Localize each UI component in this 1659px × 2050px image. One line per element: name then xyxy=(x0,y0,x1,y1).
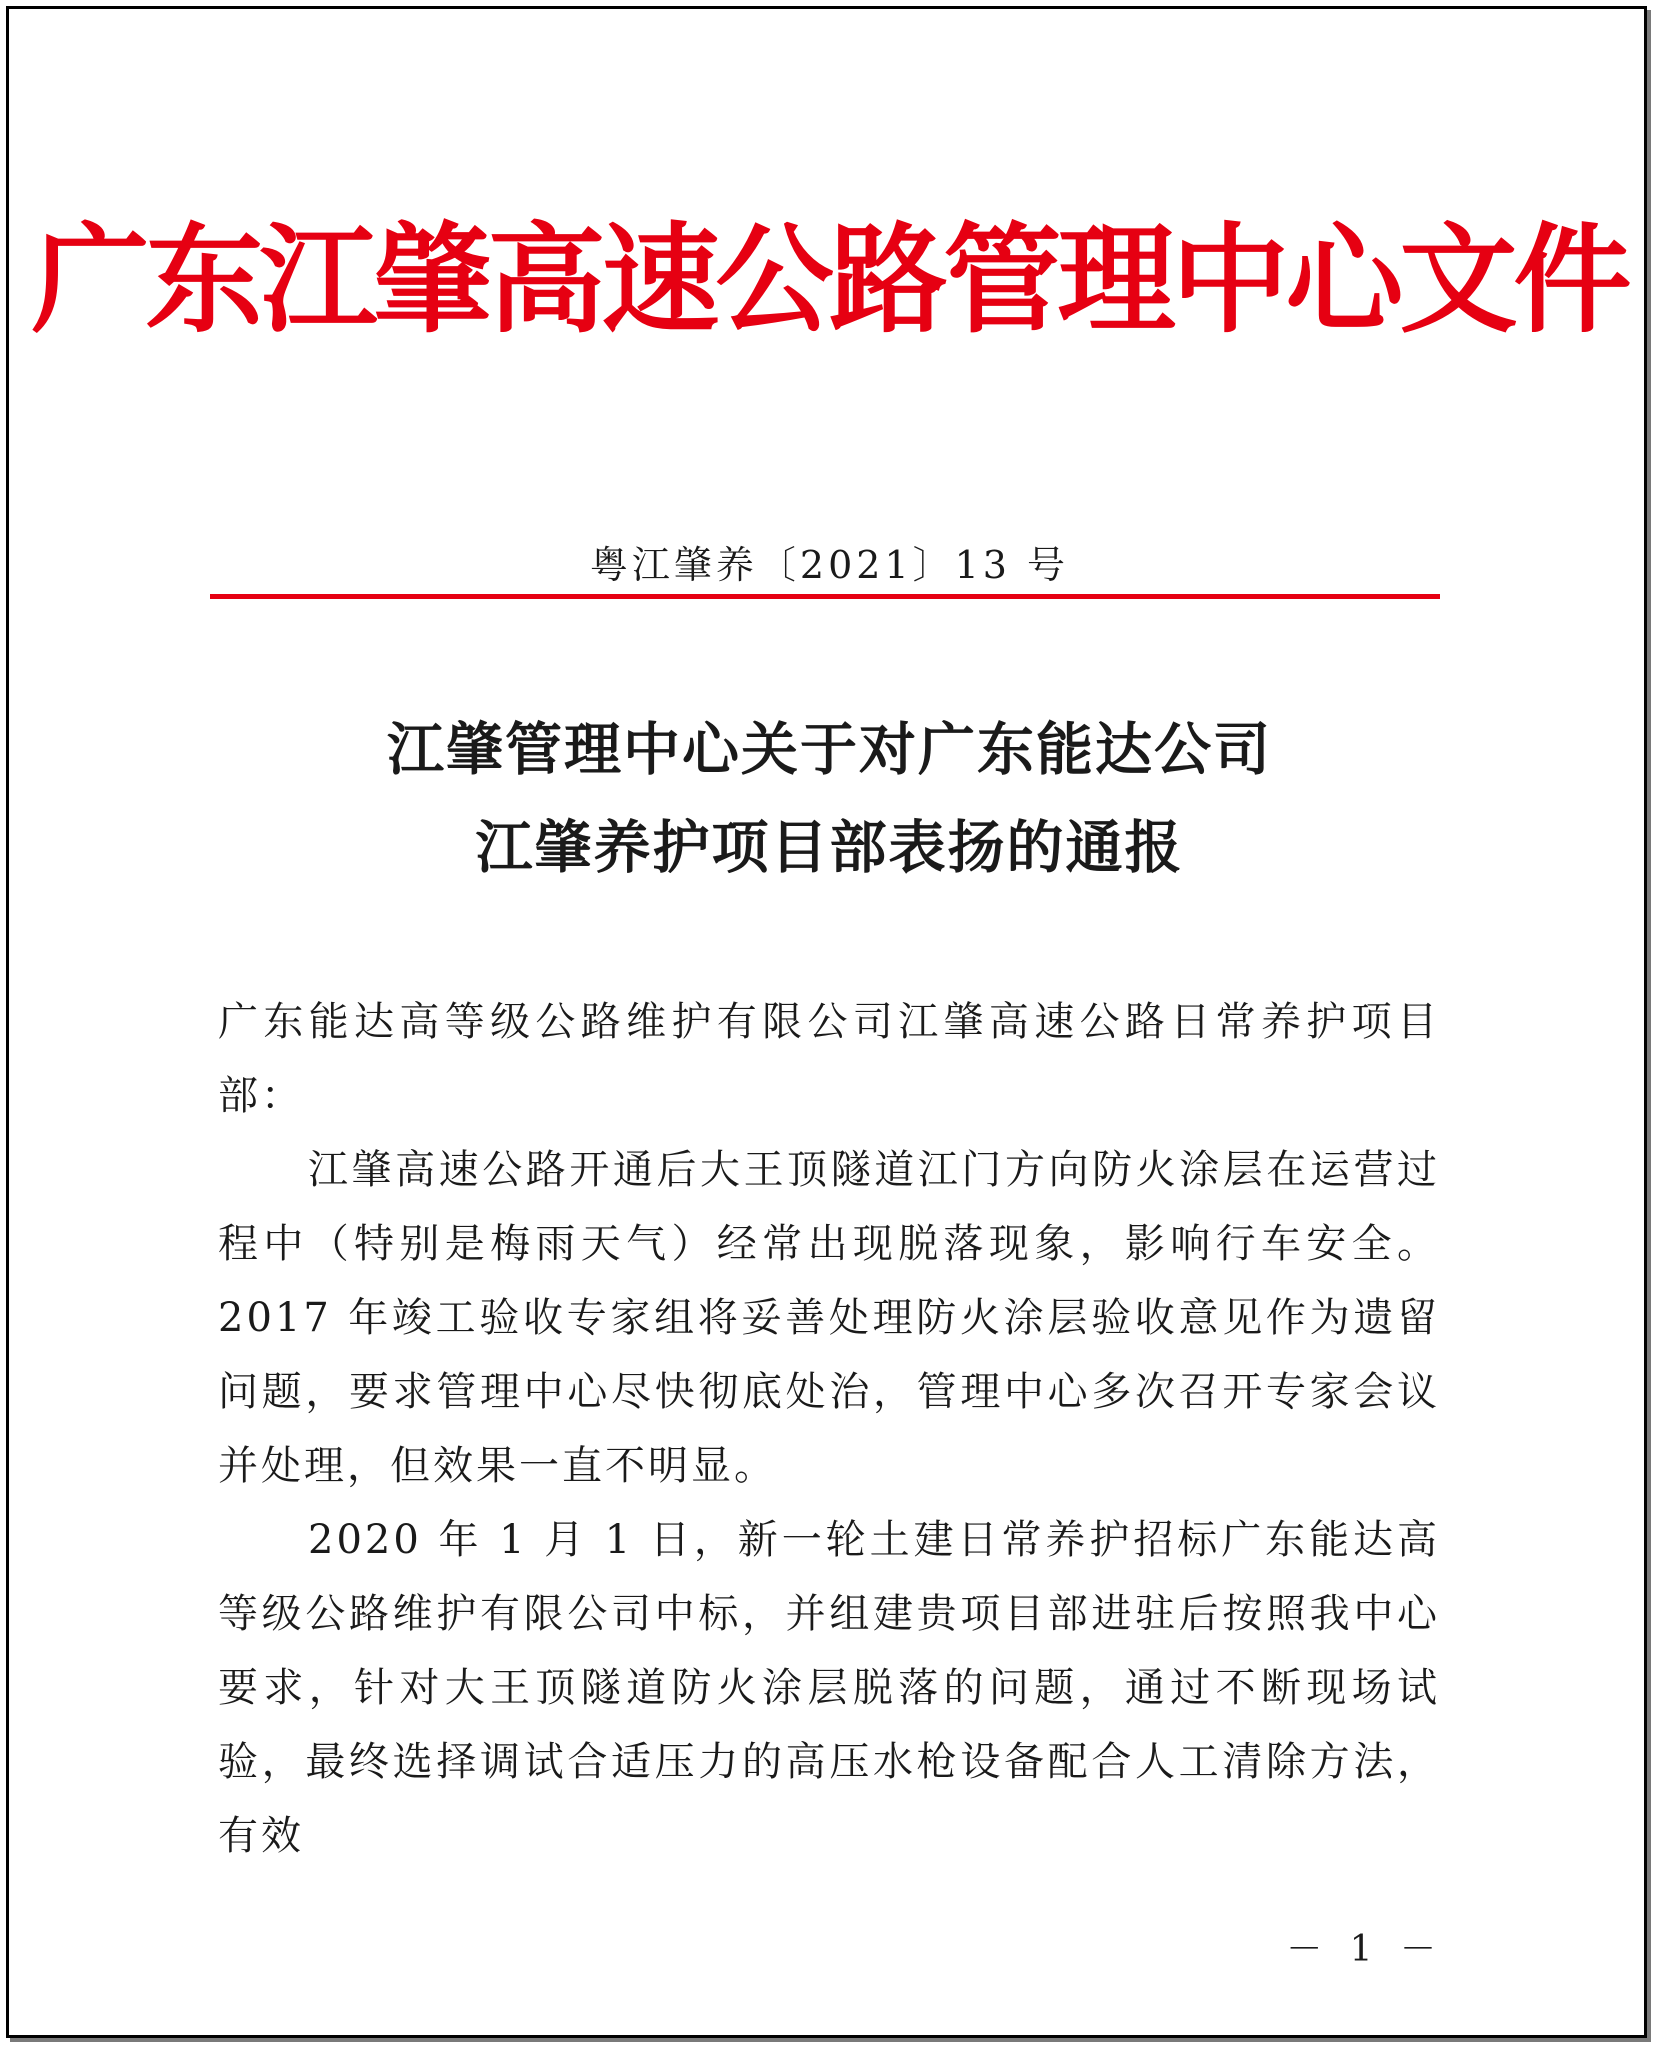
page-number: － 1 － xyxy=(1286,1929,1444,1970)
red-divider-line xyxy=(210,594,1440,599)
salutation: 广东能达高等级公路维护有限公司江肇高速公路日常养护项目部： xyxy=(218,999,1440,1119)
document-header-title: 广东江肇高速公路管理中心文件 xyxy=(31,211,1628,349)
body-paragraph-1: 江肇高速公路开通后大王顶隧道江门方向防火涂层在运营过程中（特别是梅雨天气）经常出现脱落现象，影响行车安全。2017 年竣工验收专家组将妥善处理防火涂层验收意见作为遗留问题，要求管理中心尽快彻底处治，管理中心多次召开专家会议并处理，但效果一直不明显。 xyxy=(218,1147,1440,1489)
notice-title-line-1: 江肇管理中心关于对广东能达公司 xyxy=(387,717,1272,783)
notice-title-line-2: 江肇养护项目部表扬的通报 xyxy=(475,815,1184,881)
body-paragraph-2: 2020 年 1 月 1 日，新一轮土建日常养护招标广东能达高等级公路维护有限公司中标，并组建贵项目部进驻后按照我中心要求，针对大王顶隧道防火涂层脱落的问题，通过不断现场试验，最终选择调试合适压力的高压水枪设备配合人工清除方法，有效 xyxy=(218,1517,1440,1859)
document-number: 粤江肇养〔2021〕13 号 xyxy=(589,543,1070,587)
